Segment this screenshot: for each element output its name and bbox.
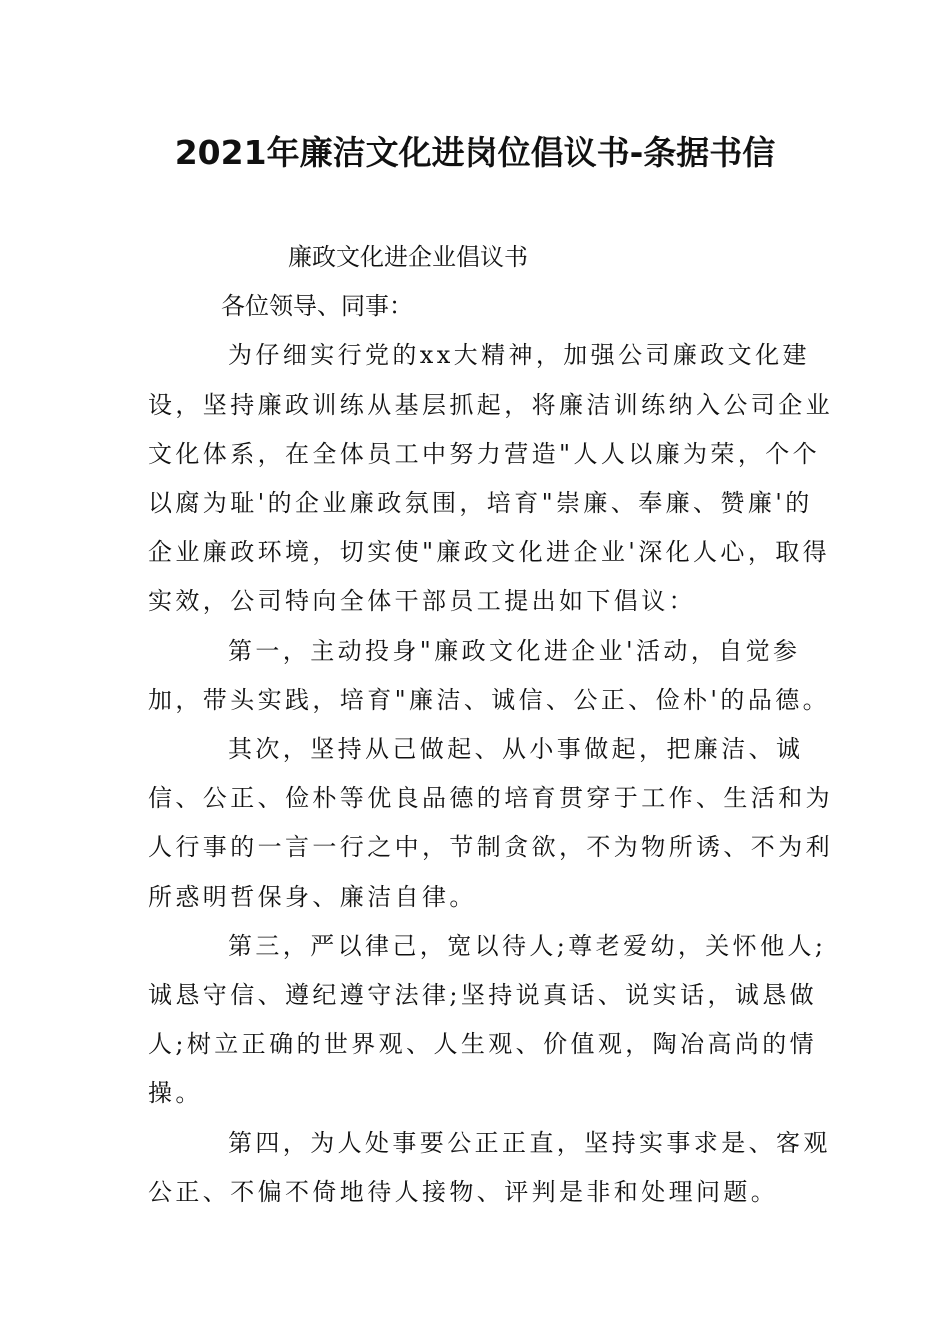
paragraph-intro: 为仔细实行党的xx大精神，加强公司廉政文化建设，坚持廉政训练从基层抓起，将廉洁训练纳入公司企业文化体系，在全体员工中努力营造"人人以廉为荣，个个以腐为耻'的企业廉政氛围，培育"崇廉、奉廉、赞廉'的企业廉政环境，切实使"廉政文化进企业'深化人心，取得实效，公司特向全体干部员工提出如下倡议：: [148, 341, 833, 616]
paragraph-fourth: 第四，为人处事要公正正直，坚持实事求是、客观公正、不偏不倚地待人接物、评判是非和处理问题。: [148, 1128, 831, 1206]
document-title: 2021年廉洁文化进岗位倡议书-条据书信: [174, 133, 776, 172]
paragraph-second: 其次，坚持从己做起、从小事做起，把廉洁、诚信、公正、俭朴等优良品德的培育贯穿于工作、生活和为人行事的一言一行之中，节制贪欲，不为物所诱、不为利所惑明哲保身、廉洁自律。: [148, 735, 833, 911]
document-body: [148, 233, 838, 1217]
paragraph-first: 第一，主动投身"廉政文化进企业'活动，自觉参加，带头实践，培育"廉洁、诚信、公正、俭朴'的品德。: [148, 636, 831, 714]
document-subtitle: 廉政文化进企业倡议书: [288, 243, 528, 271]
salutation: 各位领导、同事：: [221, 292, 413, 321]
paragraph-third: 第三，严以律己，宽以待人;尊老爱幼，关怀他人;诚恳守信、遵纪遵守法律;坚持说真话、说实话，诚恳做人;树立正确的世界观、人生观、价值观，陶冶高尚的情操。: [148, 931, 827, 1108]
